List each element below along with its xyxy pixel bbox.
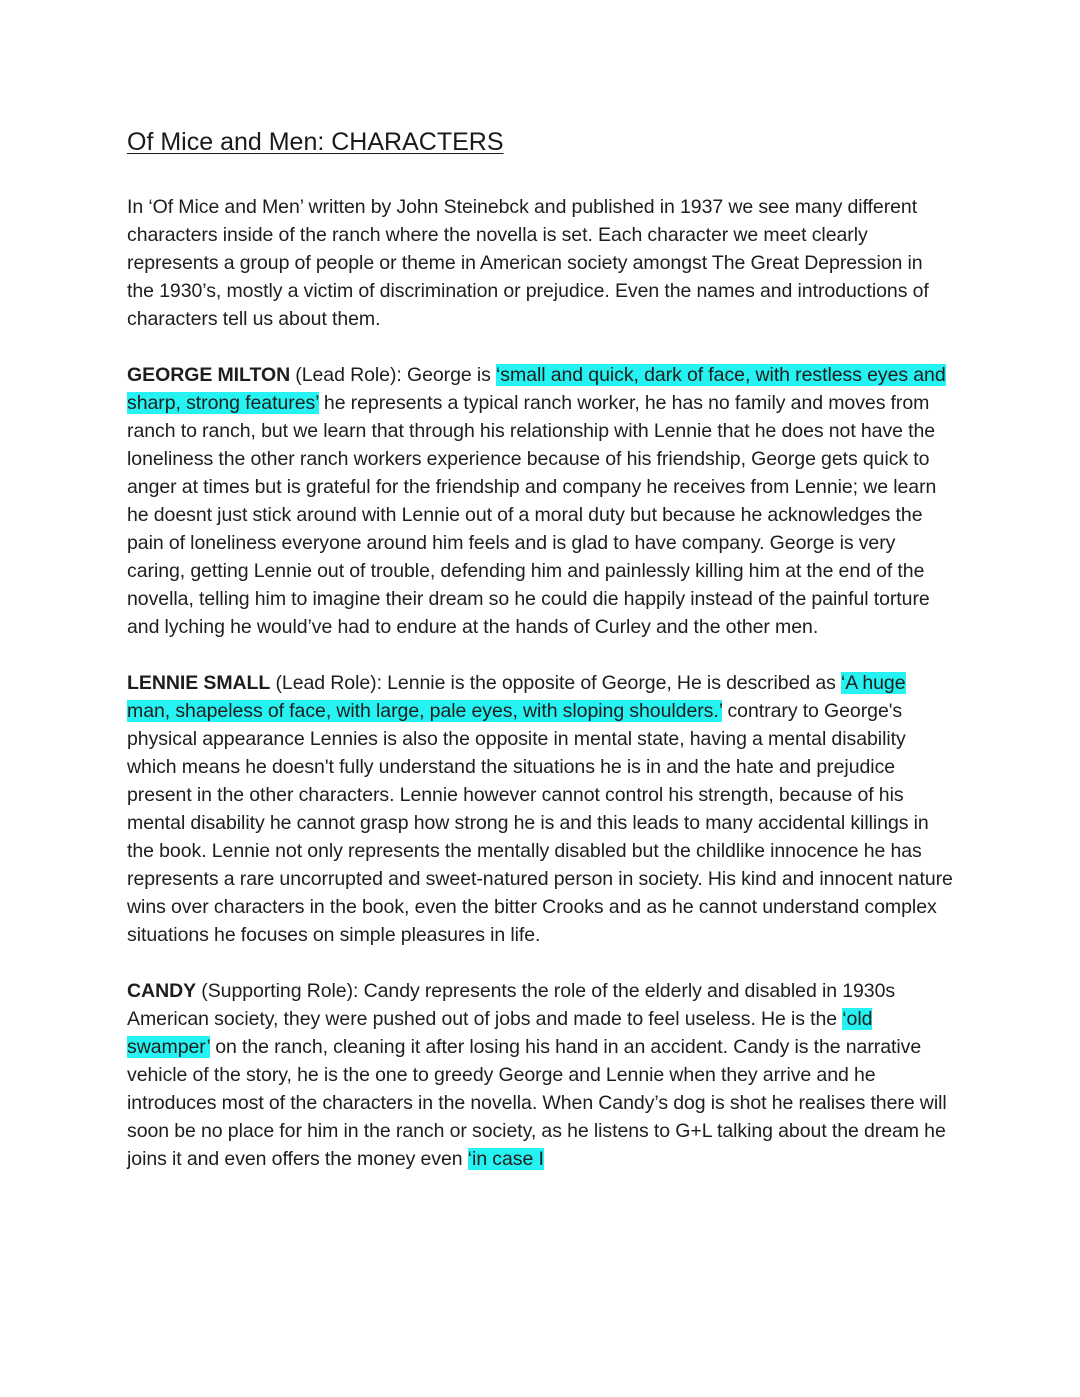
george-milton-paragraph — [127, 361, 953, 641]
george-body-text: he represents a typical ranch worker, he has no family and moves from ranch to ranch, but we learn that through his relationship with Lennie that he does not have the loneliness the other ranch workers experience because of his friendship, George gets quick to anger at times but is grateful for the friendship and company he receives from Lennie; we learn he doesnt just stick around with Lennie out of a moral duty but because he acknowledges the pain of loneliness everyone around him feels and is glad to have company. George is very caring, getting Lennie out of trouble, defending him and painlessly killing him at the end of the novella, telling him to imagine their dream so he could die happily instead of the painful torture and lyching he would’ve had to endure at the hands of Curley and the other men. — [127, 392, 937, 638]
george-highlighted-quote: ‘small and quick, dark of face, with restless eyes and sharp, strong features’ — [127, 364, 946, 414]
candy-highlighted-quote-2: ‘in case I — [467, 1148, 544, 1170]
character-name-candy: CANDY — [127, 980, 197, 1002]
lennie-lead-text: (Lead Role): Lennie is the opposite of George, He is described as — [270, 672, 842, 694]
candy-body-text: on the ranch, cleaning it after losing his hand in an accident. Candy is the narrative vehicle of the story, he is the one to greedy George and Lennie when they arrive and he introduces most of the characters in the novella. When Candy’s dog is shot he realises there will soon be no place for him in the ranch or society, as he listens to G+L talking about the dream he joins it and even offers the money even — [127, 1036, 947, 1170]
character-name-lennie: LENNIE SMALL — [127, 672, 271, 694]
george-lead-text: (Lead Role): George is — [290, 364, 497, 386]
intro-paragraph: In ‘Of Mice and Men’ written by John Steinebck and published in 1937 we see many different characters inside of the ranch where the novella is set. Each character we meet clearly represents a group of people or theme in American society amongst The Great Depression in the 1930’s, mostly a victim of discrimination or prejudice. Even the names and introductions of characters tell us about them. — [127, 196, 929, 330]
candy-lead-text: (Supporting Role): Candy represents the role of the elderly and disabled in 1930s American society, they were pushed out of jobs and made to feel useless. He is the — [127, 980, 896, 1030]
lennie-highlighted-quote: ‘A huge man, shapeless of face, with large, pale eyes, with sloping shoulders.’ — [127, 672, 906, 722]
character-name-george: GEORGE MILTON — [127, 364, 291, 386]
lennie-body-text: contrary to George's physical appearance Lennies is also the opposite in mental state, having a mental disability which means he doesn't fully understand the situations he is in and the hate and prejudice present in the other characters. Lennie however cannot control his strength, because of his mental disability he cannot grasp how strong he is and this leads to many accidental killings in the book. Lennie not only represents the mentally disabled but the childlike innocence he has represents a rare uncorrupted and sweet-natured person in society. His kind and innocent nature wins over characters in the book, even the bitter Crooks and as he cannot understand complex situations he focuses on simple pleasures in life. — [127, 700, 953, 946]
lennie-small-paragraph — [127, 669, 953, 949]
document-body — [127, 126, 953, 1201]
candy-paragraph — [127, 977, 953, 1173]
document-title: Of Mice and Men: CHARACTERS — [127, 128, 504, 156]
candy-highlighted-quote: ‘old swamper’ — [127, 1008, 873, 1058]
